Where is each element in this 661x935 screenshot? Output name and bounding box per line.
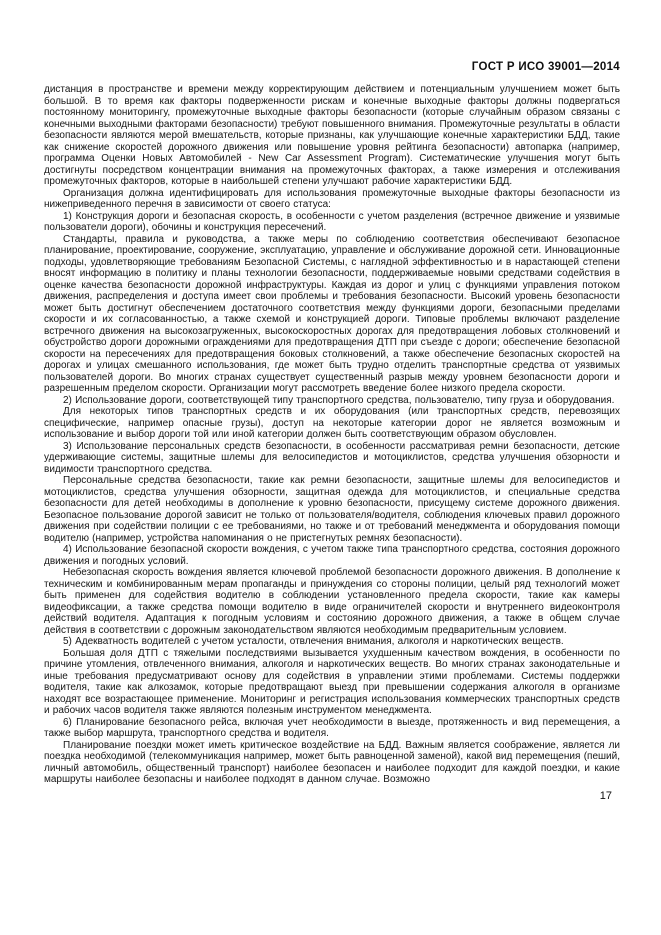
paragraph: 3) Использование персональных средств безопасности, в особенности рассматривая ремни безопасности, детские удерживающие системы, защитные шлемы для велосипедистов и мотоциклистов, средства улучшения обзорности и видимости транспортного средства. <box>44 440 620 475</box>
paragraph: Для некоторых типов транспортных средств и их оборудования (или транспортных средств, перевозящих специфические, например опасные грузы), доступ на некоторые категории дорог не является возможным и использование и выбор дороги той или иной категории должен быть соответствующим образом обусловлен. <box>44 406 620 440</box>
paragraph: 4) Использование безопасной скорости вождения, с учетом также типа транспортного средства, состояния дорожного движения и погодных условий. <box>44 544 620 567</box>
paragraph: 2) Использование дороги, соответствующей типу транспортного средства, пользователю, типу груза и оборудования. <box>63 394 615 406</box>
page-number: 17 <box>599 789 612 802</box>
paragraph: Стандарты, правила и руководства, а также меры по соблюдению соответствия обеспечивают безопасное планирование, проектирование, сооружение, эксплуатацию, управление и обслуживание дорожной сети. Инновационные подходы, удовлетворяющие требованиям Безопасной Системы, с наглядной эффективностью и в нарастающей степени вносят информацию в политику и планы технологии безопасности, поддерживаемые новыми средствами содействия в оценке качества безопасности дорожной инфраструктуры. Каждая из дорог и улиц с функциями управления потоком движения, распределения и доступа имеет свои проблемы и требования безопасности. Высокий уровень безопасности может быть достигнут обеспечением достаточного соответствия между функциями дороги, безопасными пределами скорости и их согласованностью, а также схемой и конструкцией дороги. Типовые проблемы включают разделение встречного движения на высокозагруженных, высокоскоростных дорогах для предотвращения лобовых столкновений и обустройство дороги дорожными ограждениями для предотвращения ДТП при съезде с дороги; обеспечение безопасной скорости на пересечениях для предотвращения боковых столкновений, а также обеспечение безопасных скоростей на дорогах и улицах смешанного использования, где может быть трудно отделить транспортные средства от уязвимых пользователей дороги. Во многих странах существует существенный разрыв между уровнем безопасности дороги и разрешенным пределом скорости. Организации могут рассмотреть введение более низкого предела скорости. <box>44 233 620 394</box>
paragraph: 6) Планирование безопасного рейса, включая учет необходимости в выезде, протяженность и вид перемещения, а также выбор маршрута, транспортного средства и водителя. <box>44 716 620 739</box>
document-body <box>44 84 620 802</box>
paragraph: Большая доля ДТП с тяжелыми последствиями вызывается ухудшенным качеством вождения, в особенности по причине утомления, отвлеченного внимания, алкоголя и наркотических веществ. Во многих странах законодательные и иные требования предусматривают основу для содействия в управлении этими проблемами. Системы поддержки водителя, такие как алкозамок, которые предотвращают выезд при превышении содержания алкоголя в организме находят все возрастающее применение. Мониторинг и регистрация использования коммерческих транспортных средств и рабочих часов водителя также являются полезным инструментом менеджмента. <box>44 647 620 716</box>
paragraph: 5) Адекватность водителей с учетом усталости, отвлечения внимания, алкоголя и наркотических веществ. <box>63 636 564 647</box>
paragraph: Организация должна идентифицировать для использования промежуточные выходные факторы безопасности из нижеприведенного перечня в зависимости от своего статуса: <box>44 187 620 210</box>
paragraph: дистанция в пространстве и времени между корректирующим действием и потенциальным улучшением может быть большой. В то время как факторы подверженности рискам и конечные выходные факторы должны подвергаться постоянному мониторингу, промежуточные выходные факторы безопасности (которые случайным образом связаны с конечными выходными факторами безопасности) требуют повышенного внимания. Промежуточные результаты в области безопасности являются мерой вмешательств, которые признаны, как улучшающие конечные характеристики БДД, такие как снижение скоростей дорожного движения или повышение уровня рейтинга безопасности) автопарка (например, программа Оценки Новых Автомобилей - New Car Assessment Program). Систематические улучшения могут быть достигнуты посредством концентрации внимания на промежуточных факторах, а также измерения и отслеживания промежуточных факторов, которые в наибольшей степени улучшают рабочие характеристики БДД. <box>44 84 620 187</box>
paragraph: Планирование поездки может иметь критическое воздействие на БДД. Важным является соображение, является ли поездка необходимой (телекоммуникация например, может быть равноценной заменой), какой вид перемещения (пеший, личный автомобиль, общественный транспорт) наиболее безопасен и наиболее подходит для каждой поездки, и какие маршруты наиболее безопасны и наиболее подходят в данном случае. Возможно <box>44 739 620 785</box>
paragraph: Персональные средства безопасности, такие как ремни безопасности, защитные шлемы для велосипедистов и мотоциклистов, средства улучшения обзорности, защитная одежда для мотоциклистов, и специальные средства безопасности для детей необходимы в дополнение к уровню безопасности, присущему системе дорожного движения. Безопасное пользование дорогой зависит не только от пользователя/водителя, соблюдения ключевых правил дорожного движения при содействии полиции с ее требованиями, но также и от требований менеджмента и оборудования помощи водителю (например, устройства напоминания о не пристегнутых ремнях безопасности). <box>44 475 620 544</box>
document-header: ГОСТ Р ИСО 39001—2014 <box>471 61 620 73</box>
paragraph: Небезопасная скорость вождения является ключевой проблемой безопасности дорожного движения. В дополнение к техническим и комбинированным мерам пропаганды и принуждения со стороны полиции, целый ряд технологий может быть применен для содействия водителю в соблюдении установленного предела скорости, такие как камеры видеофиксации, а также средства помощи водителю в виде ограничителей скорости и внутреннего видеоконтроля действий водителя. Адаптация к погодным условиям и состоянию дорожного движения, а также в общем случае действия в соответствии с дорожным законодательством являются необходимым предварительным условием. <box>44 567 620 636</box>
paragraph: 1) Конструкция дороги и безопасная скорость, в особенности с учетом разделения (встречное движение и уязвимые пользователи дороги), обочины и конструкция пересечений. <box>44 210 620 233</box>
